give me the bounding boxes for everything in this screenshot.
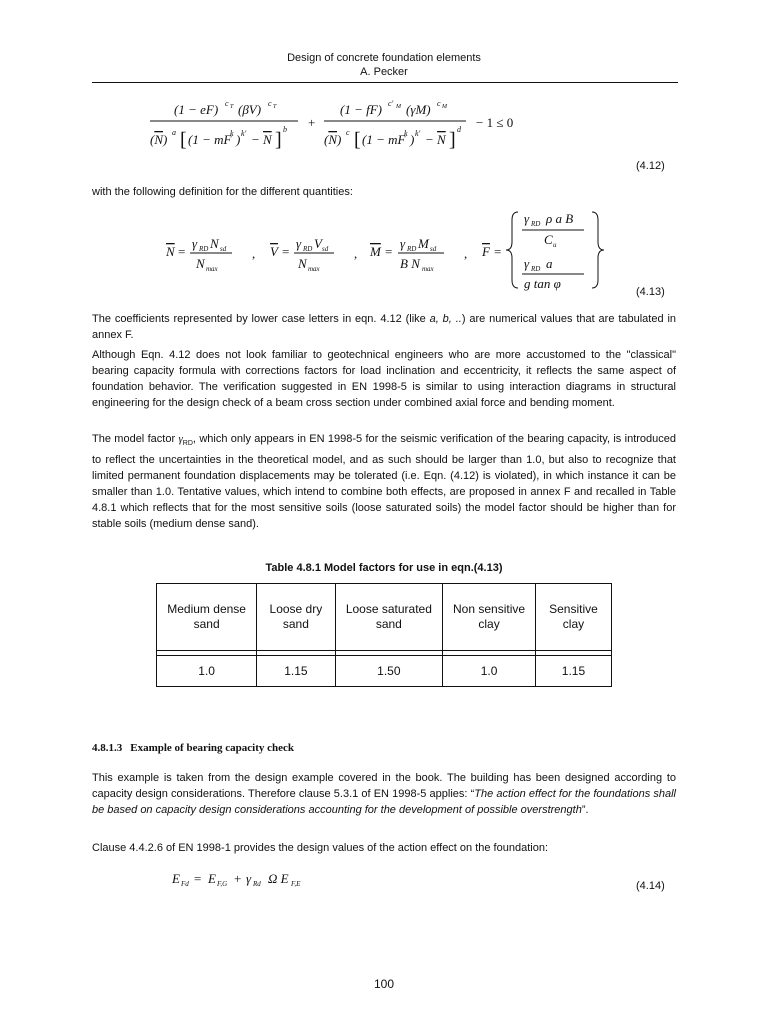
table-header-cell: Loose dry sand (257, 584, 335, 651)
intro-text: with the following definition for the different quantities: (92, 186, 353, 198)
section-title: Example of bearing capacity check (130, 742, 295, 754)
svg-text:c: c (437, 99, 441, 108)
table-header-cell: Medium dense sand (157, 584, 257, 651)
svg-text:γ: γ (524, 211, 530, 226)
svg-text:(βV): (βV) (238, 102, 262, 117)
svg-text:sd: sd (220, 245, 227, 253)
svg-text:=: = (385, 244, 393, 259)
svg-text:max: max (206, 265, 218, 273)
svg-text:a: a (546, 256, 553, 271)
svg-text:− 1 ≤ 0: − 1 ≤ 0 (476, 115, 514, 130)
svg-text:M: M (418, 236, 429, 251)
table-header-cell: Sensitive clay (535, 584, 611, 651)
svg-text:E: E (172, 871, 180, 886)
svg-text:]: ] (275, 129, 282, 151)
svg-text:g tan φ: g tan φ (524, 276, 561, 291)
svg-text:c′: c′ (388, 99, 394, 108)
equation-label-4-14: (4.14) (636, 880, 665, 892)
svg-text:=: = (178, 244, 186, 259)
svg-text:γ: γ (192, 236, 198, 251)
svg-text:(1 − mF: (1 − mF (362, 132, 406, 147)
svg-text:b: b (283, 125, 287, 134)
svg-text:B N: B N (400, 256, 420, 271)
svg-text:=: = (282, 244, 290, 259)
table-cell: 1.0 (443, 656, 536, 687)
svg-text:γ: γ (246, 871, 252, 886)
svg-text:): ) (236, 132, 241, 147)
svg-text:T: T (273, 104, 277, 110)
svg-text:M: M (442, 104, 447, 110)
svg-text:(N): (N) (324, 132, 342, 147)
running-header-author: A. Pecker (360, 66, 408, 78)
svg-text:RD: RD (303, 245, 313, 253)
p1-text-a: The coefficients represented by lower case letters in eqn. 4.12 (like (92, 313, 430, 325)
equation-label-4-12: (4.12) (636, 160, 665, 172)
svg-text:RD: RD (531, 220, 541, 228)
svg-text:γ: γ (296, 236, 302, 251)
svg-text:a: a (172, 128, 176, 137)
svg-text:− N: − N (251, 132, 272, 147)
p3-text-b: , which only appears in EN 1998-5 for the seismic verification of the bearing capacity, is introduced to reflect the uncertainties in the theoretical model, and as such should be larger than 1.0, but also to recognize that limited permanent foundation displacements may be tolerated (i.e. Eqn. (4.12) is violated), in which instance it can be smaller than 1.0. Tentative values, which intend to combine both effects, are proposed in annex F and recalled in Table 4.8.1 which reflects that for the most sensitive soils (loose saturated soils) the model factor should be higher than for stable soils (medium dense sand). (92, 433, 677, 531)
gamma-subscript: RD (182, 440, 193, 448)
p1-text-c: ) are numerical values that are tabulated in annex F. (92, 313, 677, 341)
svg-text:(γM): (γM) (406, 102, 431, 117)
header-rule (92, 82, 678, 83)
section-heading (92, 742, 294, 754)
table-cell: 1.15 (535, 656, 611, 687)
svg-text:Ω E: Ω E (268, 871, 289, 886)
page-number: 100 (373, 977, 395, 991)
svg-text:,: , (354, 246, 358, 261)
paragraph-example (92, 770, 676, 818)
svg-text:RD: RD (199, 245, 209, 253)
equation-4-14 (172, 866, 372, 892)
svg-text:sd: sd (430, 245, 437, 253)
model-factors-table (156, 583, 612, 687)
p1-text-italic: a, b, .. (429, 313, 462, 325)
equation-4-12 (150, 94, 530, 162)
table-header-row (157, 584, 612, 651)
p4-text-a: This example is taken from the design example covered in the book. The building has been designed according to capacity design considerations. Therefore clause 5.3.1 of EN 1998-5 applies: “ (92, 772, 676, 800)
svg-text:=: = (494, 244, 502, 259)
svg-text:]: ] (449, 129, 456, 151)
svg-text:− N: − N (425, 132, 446, 147)
paragraph-model-factor (92, 431, 676, 532)
svg-text:N: N (196, 256, 205, 271)
svg-text:(1 − mF: (1 − mF (188, 132, 232, 147)
svg-text:u: u (553, 241, 557, 249)
table-cell: 1.15 (257, 656, 335, 687)
svg-text:M: M (396, 104, 401, 110)
svg-text:RD: RD (407, 245, 417, 253)
table-caption: Table 4.8.1 Model factors for use in eqn.(4.13) (265, 562, 503, 574)
svg-text:[: [ (180, 129, 187, 151)
svg-text:(1 − fF): (1 − fF) (340, 102, 383, 117)
p4-text-b: ”. (581, 804, 589, 816)
svg-text:=: = (194, 871, 202, 886)
svg-text:,: , (464, 246, 468, 261)
svg-text:ρ a B: ρ a B (546, 211, 574, 226)
svg-text:T: T (230, 104, 234, 110)
svg-text:(1 − eF): (1 − eF) (174, 102, 219, 117)
svg-text:F: F (482, 244, 490, 259)
svg-text:C: C (544, 232, 553, 247)
svg-text:E: E (208, 871, 216, 886)
svg-text:N: N (298, 256, 307, 271)
section-number: 4.8.1.3 (92, 742, 123, 754)
table-cell: 1.50 (335, 656, 443, 687)
paragraph-coefficients (92, 311, 676, 343)
paragraph-clause: Clause 4.4.2.6 of EN 1998-1 provides the design values of the action effect on the foundation: (92, 842, 548, 854)
svg-text:N: N (166, 244, 175, 259)
table-row (157, 656, 612, 687)
svg-text:k′: k′ (415, 129, 421, 138)
svg-text:RD: RD (531, 265, 541, 273)
svg-text:(N): (N) (150, 132, 168, 147)
gamma-symbol: γ (178, 433, 183, 445)
svg-text:V: V (314, 236, 322, 251)
table-cell: 1.0 (157, 656, 257, 687)
p4-quote: The action effect for the foundations shall be based on capacity design considerations accounting for the development of possible overstrength (92, 788, 676, 816)
svg-text:γ: γ (400, 236, 406, 251)
svg-text:d: d (457, 125, 461, 134)
svg-text:+: + (234, 871, 242, 886)
svg-text:): ) (410, 132, 415, 147)
svg-text:,: , (252, 246, 256, 261)
svg-text:[: [ (354, 129, 361, 151)
paragraph-interaction: Although Eqn. 4.12 does not look familiar to geotechnical engineers who are more accustomed to the "classical" bearing capacity formula with corrections factors for load inclination and eccentricity, it reflects the same aspect of foundation behavior. The verification suggested in EN 1998-5 is similar to using interaction diagrams in structural engineering for the design check of a beam cross section under combined axial force and bending moment. (92, 349, 676, 409)
svg-text:F,G: F,G (217, 880, 228, 888)
svg-text:+: + (308, 115, 316, 130)
svg-text:k: k (230, 129, 234, 138)
svg-text:F,E: F,E (291, 880, 301, 888)
table-header-cell: Non sensitive clay (443, 584, 536, 651)
p3-text-a: The model factor (92, 433, 179, 445)
svg-text:c: c (225, 99, 229, 108)
svg-text:k: k (404, 129, 408, 138)
equation-label-4-13: (4.13) (636, 286, 665, 298)
running-header-title: Design of concrete foundation elements (287, 52, 481, 64)
svg-text:c: c (268, 99, 272, 108)
svg-text:k′: k′ (241, 129, 247, 138)
svg-text:max: max (308, 265, 320, 273)
svg-text:c: c (346, 128, 350, 137)
svg-text:γ: γ (524, 256, 530, 271)
svg-text:Fd: Fd (181, 880, 189, 888)
svg-text:sd: sd (322, 245, 329, 253)
table-header-cell: Loose saturated sand (335, 584, 443, 651)
svg-text:N: N (210, 236, 219, 251)
equation-4-13 (166, 206, 606, 292)
svg-text:Rd: Rd (253, 880, 261, 888)
svg-text:M: M (370, 244, 381, 259)
svg-text:V: V (270, 244, 278, 259)
svg-text:max: max (422, 265, 434, 273)
